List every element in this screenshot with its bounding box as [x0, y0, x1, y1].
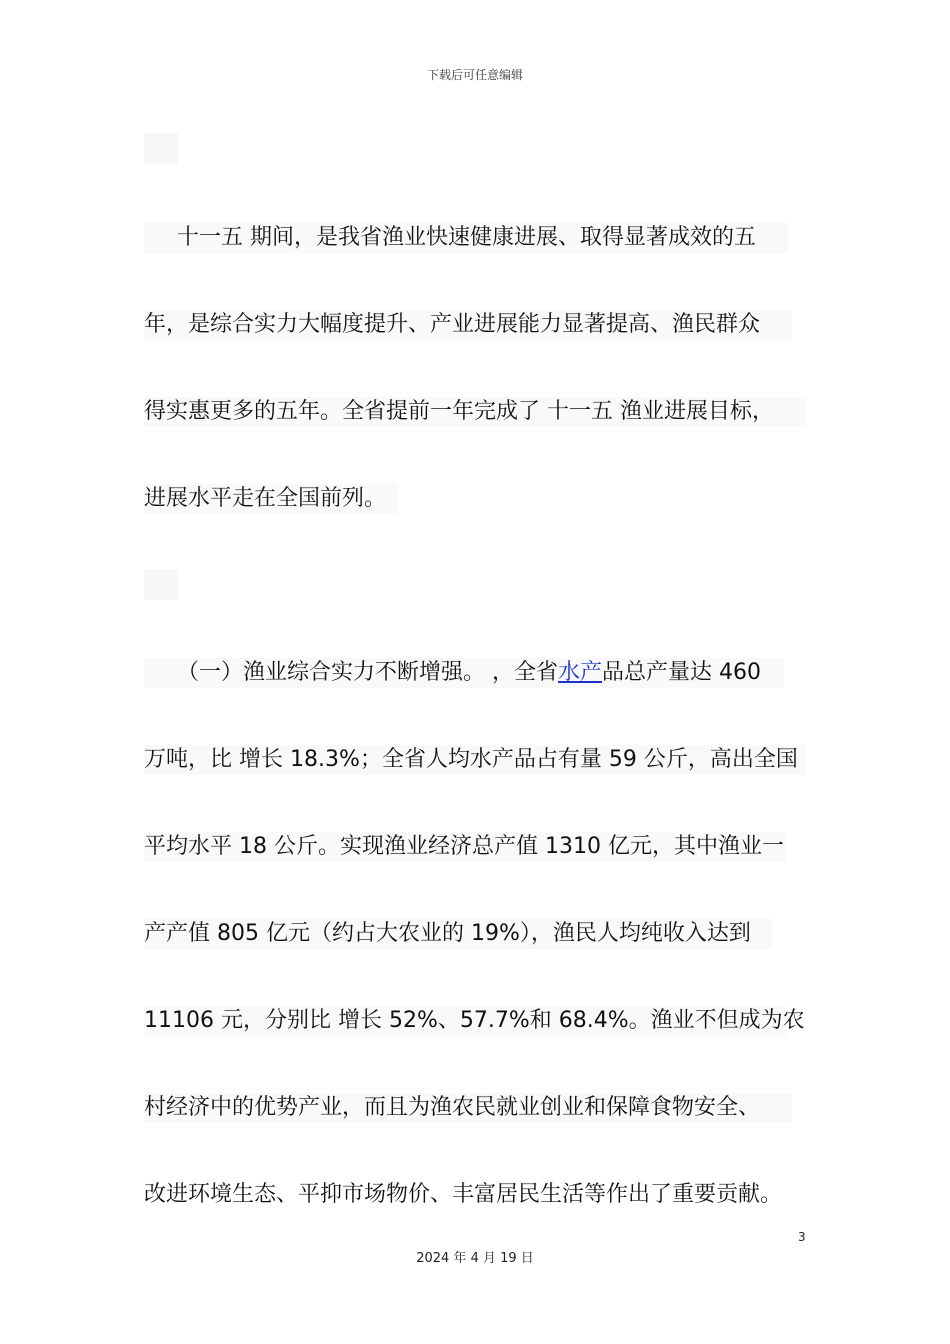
paragraph-1-line-4: 进展水平走在全国前列。: [144, 484, 398, 514]
paragraph-1-line-1: 十一五 期间，是我省渔业快速健康进展、取得显著成效的五: [144, 223, 788, 253]
page-number: 3: [798, 1230, 806, 1244]
page-header: 下载后可任意编辑: [426, 68, 523, 82]
footer-date: 2024 年 4 月 19 日: [416, 1251, 534, 1266]
paragraph-2-line-7: 改进环境生态、平抑市场物价、丰富居民生活等作出了重要贡献。: [144, 1182, 783, 1207]
aquatic-products-link[interactable]: 水产: [558, 660, 603, 685]
paragraph-2-text-after-link: 品总产量达 460: [602, 660, 762, 685]
paragraph-2-line-2: 万吨，比 增长 18.3%；全省人均水产品占有量 59 公斤，高出全国: [144, 745, 806, 775]
paragraph-2-line-1: [144, 658, 784, 688]
paragraph-2-text-before-link: （一）渔业综合实力不断增强。 ，全省: [177, 660, 558, 685]
paragraph-2-line-6: 村经济中的优势产业，而且为渔农民就业创业和保障食物安全、: [144, 1093, 792, 1123]
paragraph-1-line-3: 得实惠更多的五年。全省提前一年完成了 十一五 渔业进展目标，: [144, 397, 806, 427]
paragraph-2-line-4: 产产值 805 亿元（约占大农业的 19%），渔民人均纯收入达到: [144, 919, 772, 949]
paragraph-1-line-2: 年，是综合实力大幅度提升、产业进展能力显著提高、渔民群众: [144, 310, 792, 340]
paragraph-2-line-5: 11106 元，分别比 增长 52%、57.7%和 68.4%。渔业不但成为农: [144, 1006, 786, 1036]
empty-paragraph-marker: [144, 133, 178, 164]
paragraph-2-line-3: 平均水平 18 公斤。实现渔业经济总产值 1310 亿元，其中渔业一: [144, 832, 786, 862]
empty-paragraph-marker-2: [144, 569, 178, 600]
